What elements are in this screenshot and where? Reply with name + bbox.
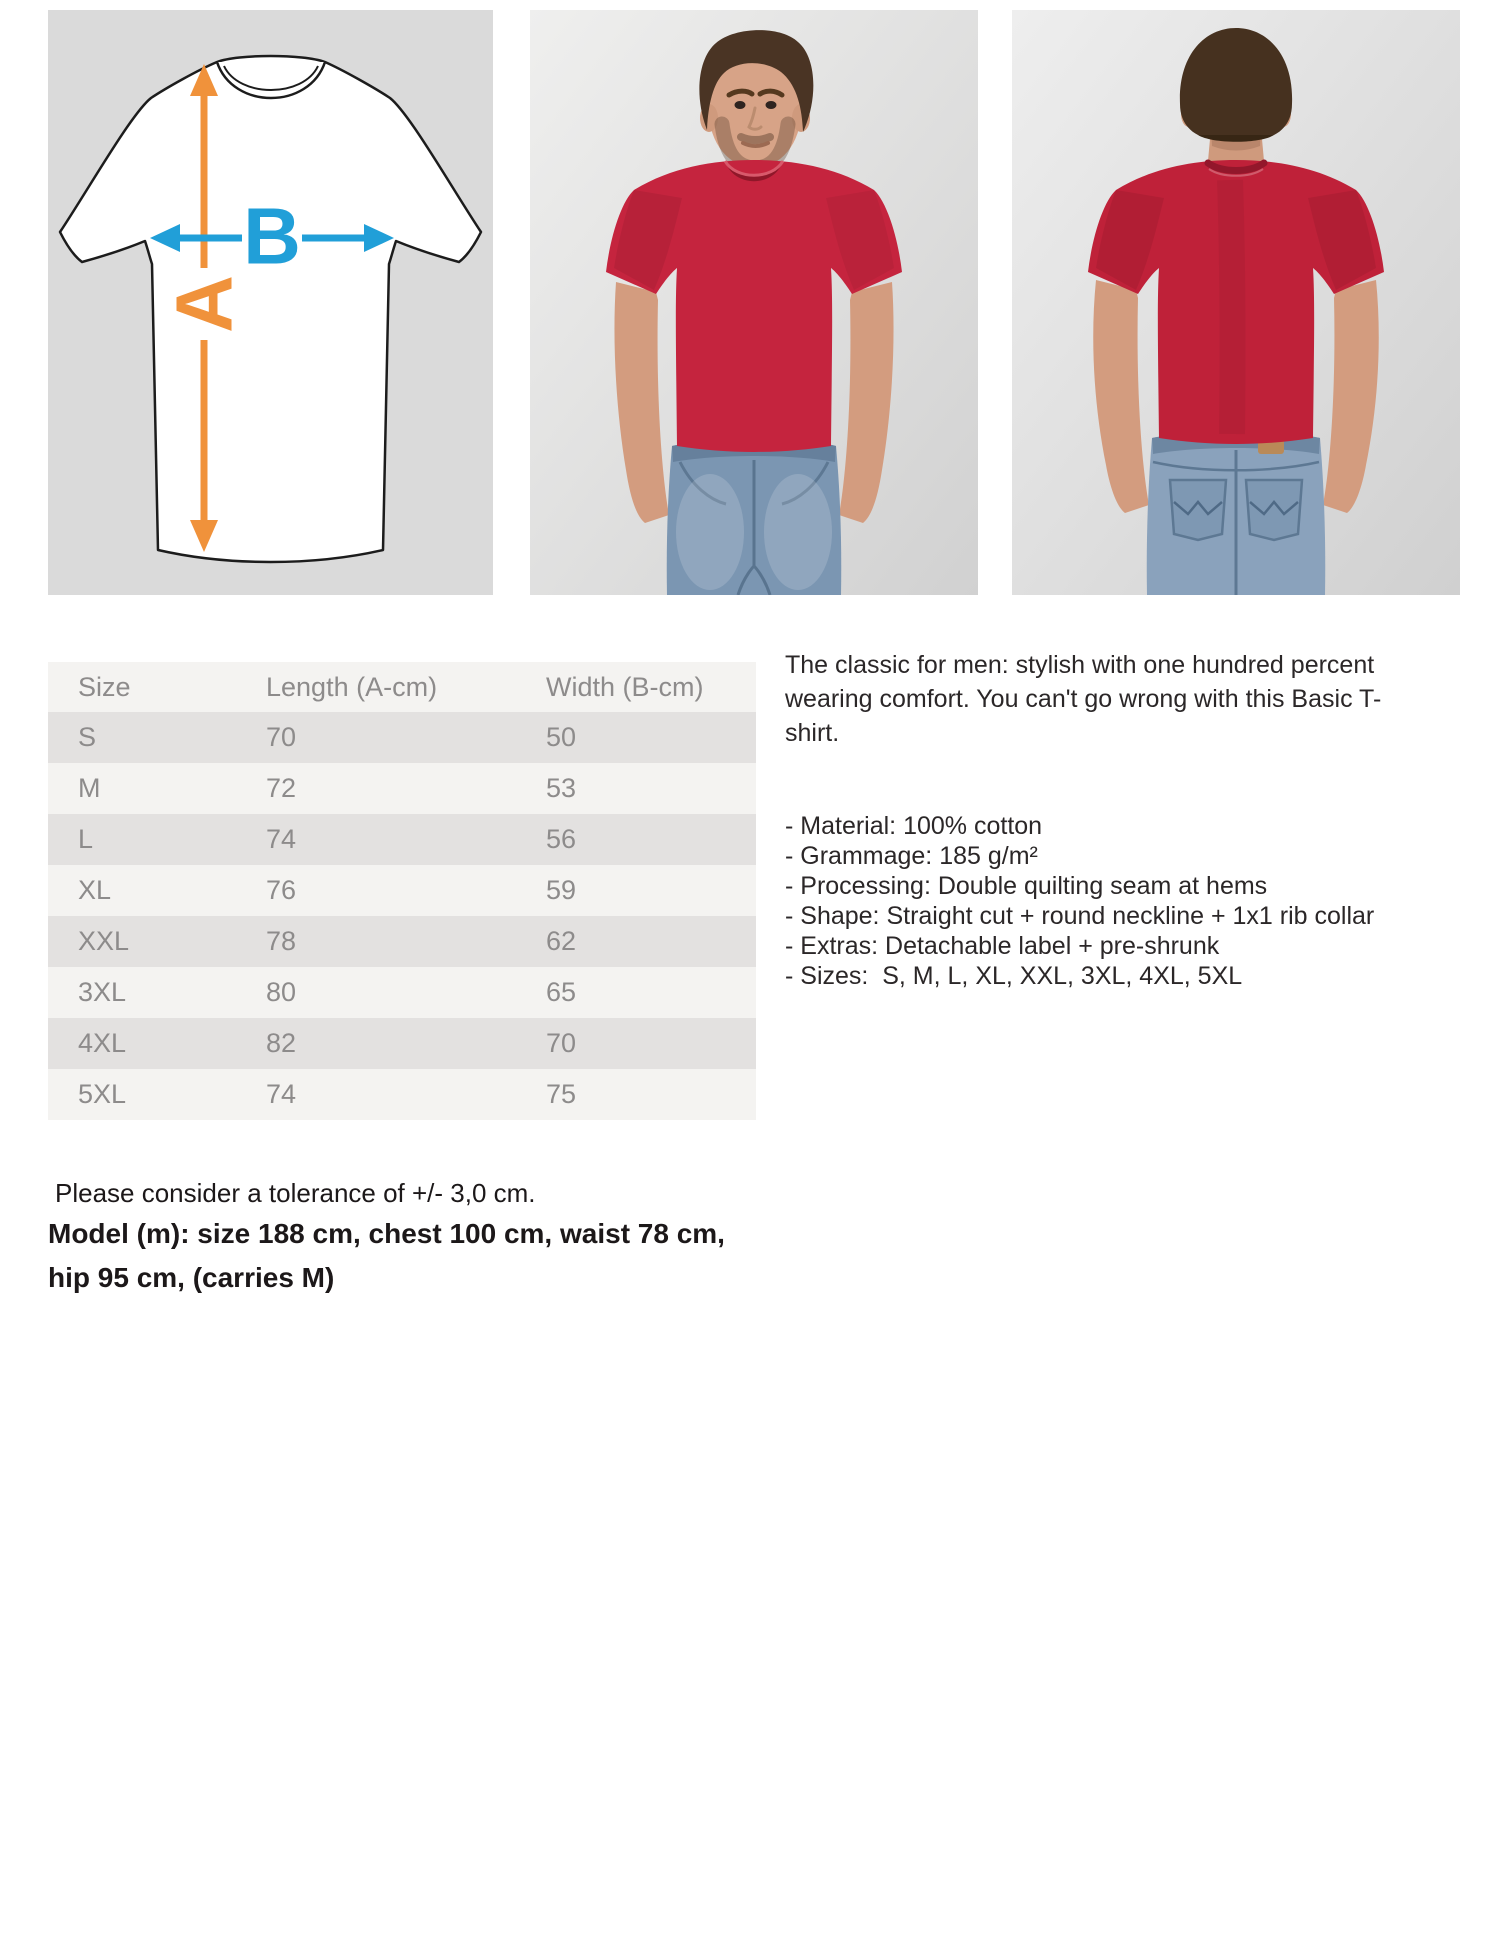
cell-width: 65 xyxy=(546,977,577,1007)
column-header-size: Size xyxy=(78,671,131,702)
tshirt-measurement-diagram-icon xyxy=(48,10,493,595)
cell-length: 82 xyxy=(266,1028,297,1058)
cell-size: M xyxy=(78,773,101,803)
length-arrow-label: A xyxy=(159,275,249,333)
cell-length: 76 xyxy=(266,875,297,905)
table-row xyxy=(48,712,756,763)
cell-length: 74 xyxy=(266,1079,297,1109)
cell-length: 72 xyxy=(266,773,297,803)
model-measurements-note: Model (m): size 188 cm, chest 100 cm, waist 78 cm, hip 95 cm, (carries M) xyxy=(48,1218,725,1293)
size-diagram-panel xyxy=(48,10,493,595)
cell-size: 5XL xyxy=(78,1079,127,1109)
bullet-material: - Material: 100% cotton xyxy=(785,812,1043,840)
cell-size: 3XL xyxy=(78,977,127,1007)
cell-size: S xyxy=(78,722,97,752)
cell-length: 74 xyxy=(266,824,297,854)
cell-width: 50 xyxy=(546,722,577,752)
bullet-extras: - Extras: Detachable label + pre-shrunk xyxy=(785,932,1220,960)
cell-size: XL xyxy=(78,875,112,905)
width-arrow-label: B xyxy=(243,191,301,281)
table-row xyxy=(48,865,756,916)
description-intro: The classic for men: stylish with one hundred percent wearing comfort. You can't go wrong with this Basic T-shirt. xyxy=(785,651,1382,747)
bullet-shape: - Shape: Straight cut + round neckline + 1x1 rib collar xyxy=(785,902,1375,930)
man-back-red-tshirt-photo-icon xyxy=(1012,10,1460,595)
cell-length: 70 xyxy=(266,722,297,752)
cell-size: 4XL xyxy=(78,1028,127,1058)
table-row xyxy=(48,1018,756,1069)
cell-length: 78 xyxy=(266,926,297,956)
cell-width: 75 xyxy=(546,1079,577,1109)
cell-length: 80 xyxy=(266,977,297,1007)
tolerance-note: Please consider a tolerance of +/- 3,0 cm. xyxy=(55,1178,536,1208)
bullet-processing: - Processing: Double quilting seam at hems xyxy=(785,872,1268,900)
cell-width: 70 xyxy=(546,1028,577,1058)
table-row xyxy=(48,1069,756,1120)
cell-width: 53 xyxy=(546,773,577,803)
product-description xyxy=(785,648,1496,991)
table-row xyxy=(48,916,756,967)
bullet-grammage: - Grammage: 185 g/m² xyxy=(785,842,1038,870)
column-header-length: Length (A-cm) xyxy=(266,671,438,702)
cell-width: 59 xyxy=(546,875,577,905)
model-front-photo xyxy=(530,10,978,595)
man-front-red-tshirt-photo-icon xyxy=(530,10,978,595)
cell-size: XXL xyxy=(78,926,130,956)
model-back-photo xyxy=(1012,10,1460,595)
bullet-sizes: - Sizes: S, M, L, XL, XXL, 3XL, 4XL, 5XL xyxy=(785,962,1243,990)
description-bullets xyxy=(785,811,1496,991)
cell-width: 62 xyxy=(546,926,577,956)
size-table xyxy=(48,662,756,1120)
column-header-width: Width (B-cm) xyxy=(546,671,704,702)
size-table-header-row xyxy=(48,662,756,712)
table-row xyxy=(48,763,756,814)
table-row xyxy=(48,967,756,1018)
cell-size: L xyxy=(78,824,94,854)
table-row xyxy=(48,814,756,865)
cell-width: 56 xyxy=(546,824,577,854)
